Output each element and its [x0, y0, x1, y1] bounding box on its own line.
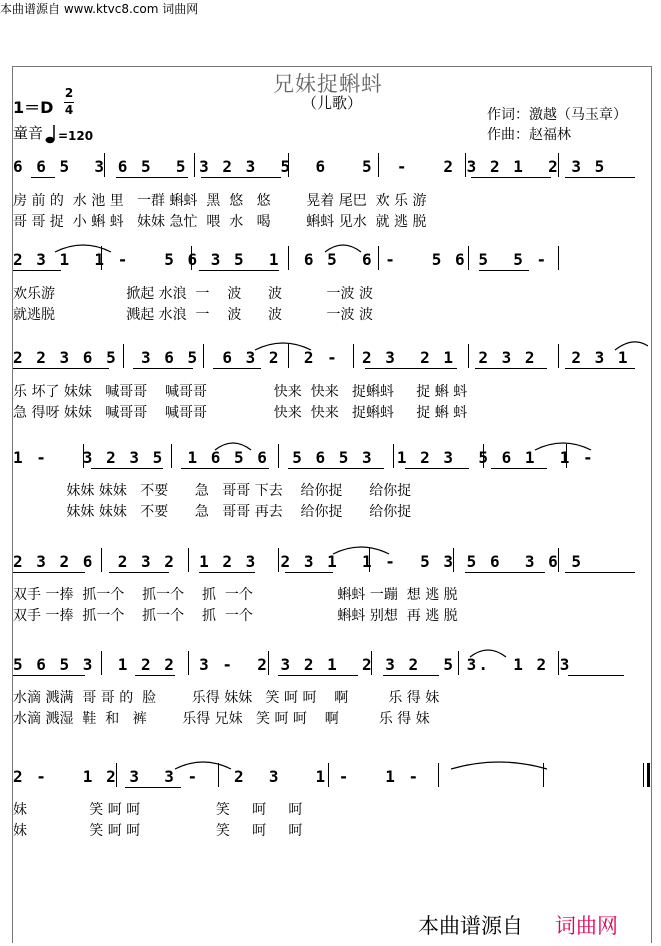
- beam-underline: [471, 177, 551, 178]
- song-title: 兄妹捉蝌蚪: [273, 72, 383, 96]
- notation-line: 2 3 2 6 2 3 2 1 2 3 2 3 1 1 - 5 3 5 6 3 6 5: [13, 552, 584, 571]
- bar-line: [101, 651, 102, 675]
- lyric-line-1: 欢乐游 掀起 水浪 一 波 波 一波 波: [13, 286, 374, 302]
- bar-line: [558, 344, 559, 368]
- music-row-5: [13, 552, 648, 588]
- bar-line: [188, 548, 189, 572]
- beam-underline: [288, 468, 384, 469]
- beam-underline: [133, 368, 193, 369]
- beam-underline: [405, 468, 469, 469]
- footer-source: 本曲谱源自: [418, 914, 523, 938]
- bar-line: [278, 548, 279, 572]
- music-row-2: [13, 250, 648, 286]
- time-signature-denominator: 4: [64, 103, 74, 117]
- beam-underline: [383, 675, 439, 676]
- beam-underline: [13, 572, 85, 573]
- bar-line: [353, 344, 354, 368]
- lyricist-credit: 作词：激越（马玉章）: [487, 107, 627, 123]
- beam-underline: [565, 177, 635, 178]
- bar-line: [453, 548, 454, 572]
- tie-slur: [323, 240, 363, 254]
- bar-line: [558, 246, 559, 270]
- lyric-line-2: 就逃脱 溅起 水浪 一 波 波 一波 波: [13, 307, 374, 323]
- lyric-line-1: 水滴 溅满 哥 哥 的 脸 乐得 妹妹 笑 呵 呵 啊 乐 得 妹: [13, 690, 440, 706]
- music-row-7: [13, 767, 648, 803]
- bar-line: [438, 763, 439, 787]
- bar-line: [268, 651, 269, 675]
- bar-line: [288, 153, 289, 177]
- tie-slur: [613, 338, 648, 352]
- song-subtitle: （儿歌）: [302, 94, 363, 112]
- beam-underline: [201, 177, 281, 178]
- beam-underline: [125, 787, 181, 788]
- lyric-line-1: 妹 笑 呵 呵 笑 呵 呵: [13, 802, 303, 818]
- beam-underline: [465, 572, 545, 573]
- beam-underline: [13, 368, 109, 369]
- beam-underline: [213, 368, 261, 369]
- beam-underline: [109, 572, 169, 573]
- beam-underline: [135, 675, 175, 676]
- beam-underline: [479, 270, 529, 271]
- beam-underline: [278, 675, 358, 676]
- lyric-line-1: 妹妹 妹妹 不要 急 哥哥 下去 给你捉 给你捉: [13, 483, 412, 499]
- notation-line: 5 6 5 3 1 2 2 3 - 2 3 2 1 2 3 2 5 3. 1 2 3: [13, 655, 572, 674]
- lyric-line-2: 哥 哥 捉 小 蝌 蚪 妹妹 急忙 喂 水 喝 蝌蚪 见水 就 逃 脱: [13, 214, 427, 230]
- beam-underline: [491, 468, 547, 469]
- notation-line: 2 - 1 2 3 3 - 2 3 1 - 1 -: [13, 767, 421, 786]
- beam-underline: [181, 468, 269, 469]
- notation-line: 2 3 1 1 - 5 6 3 5 1 6 5 6 - 5 6 5 5 -: [13, 250, 549, 269]
- tie-slur: [173, 757, 233, 771]
- tie-slur: [331, 542, 391, 556]
- bar-line: [123, 344, 124, 368]
- beam-underline: [565, 572, 635, 573]
- bar-line: [371, 651, 372, 675]
- music-row-4: [13, 448, 648, 484]
- bar-line: [288, 246, 289, 270]
- tie-slur: [53, 240, 113, 254]
- beam-underline: [475, 368, 547, 369]
- notation-line: 2 2 3 6 5 3 6 5 6 3 2 2 - 2 3 2 1 2 3 2 2 3 1: [13, 348, 630, 367]
- beam-underline: [568, 675, 624, 676]
- beam-underline: [13, 270, 61, 271]
- tie-slur: [449, 757, 549, 771]
- bar-line: [468, 344, 469, 368]
- bar-line: [203, 344, 204, 368]
- time-signature-numerator: 2: [64, 86, 74, 100]
- bar-line: [558, 548, 559, 572]
- bar-line: [378, 153, 379, 177]
- beam-underline: [285, 572, 333, 573]
- beam-underline: [116, 177, 188, 178]
- bar-line: [393, 444, 394, 468]
- bar-line: [191, 246, 192, 270]
- bar-line: [188, 651, 189, 675]
- bar-line: [104, 153, 105, 177]
- beam-underline: [565, 368, 635, 369]
- lyric-line-2: 双手 一捧 抓一个 抓一个 抓 一个 蝌蚪 别想 再 逃 脱: [13, 608, 458, 624]
- bar-line: [116, 763, 117, 787]
- bar-line: [483, 444, 484, 468]
- composer-credit: 作曲：赵福林: [487, 127, 571, 143]
- tie-slur: [213, 438, 253, 452]
- beam-underline: [91, 468, 163, 469]
- lyric-line-1: 乐 坏了 妹妹 喊哥哥 喊哥哥 快来 快来 捉蝌蚪 捉 蝌 蚪: [13, 384, 468, 400]
- tie-slur: [253, 338, 313, 352]
- bar-line: [194, 153, 195, 177]
- notation-line: 6 6 5 3 6 5 5 3 2 3 5 6 5 - 2 3 2 1 2 3 5: [13, 157, 607, 176]
- lyric-line-1: 双手 一捧 抓一个 抓一个 抓 一个 蝌蚪 一蹦 想 逃 脱: [13, 587, 458, 603]
- bar-line: [378, 246, 379, 270]
- beam-underline: [199, 572, 255, 573]
- quarter-note-icon: [45, 124, 59, 148]
- bar-line: [101, 548, 102, 572]
- final-bar-line: [643, 763, 644, 787]
- bar-line: [468, 246, 469, 270]
- beam-underline: [13, 675, 85, 676]
- bar-line: [328, 763, 329, 787]
- notation-line: 1 - 3 2 3 5 1 6 5 6 5 6 5 3 1 2 3 5 6 1 1 -: [13, 448, 595, 467]
- lyric-line-2: 水滴 溅湿 鞋 和 裤 乐得 兄妹 笑 呵 呵 啊 乐 得 妹: [13, 711, 430, 727]
- lyric-line-2: 妹妹 妹妹 不要 急 哥哥 再去 给你捉 给你捉: [13, 504, 412, 520]
- tie-slur: [468, 645, 508, 659]
- beam-underline: [365, 368, 457, 369]
- lyric-line-2: 急 得呀 妹妹 喊哥哥 喊哥哥 快来 快来 捉蝌蚪 捉 蝌 蚪: [13, 405, 468, 421]
- voice-label: 童音: [13, 124, 44, 142]
- site-header-line: 本曲谱源自 www.ktvc8.com 词曲网: [0, 2, 199, 16]
- bar-line: [171, 444, 172, 468]
- lyric-line-1: 房 前 的 水 池 里 一群 蝌蚪 黑 悠 悠 晃着 尾巴 欢 乐 游: [13, 193, 427, 209]
- tempo-value: =120: [58, 129, 94, 143]
- lyric-line-2: 妹 笑 呵 呵 笑 呵 呵: [13, 823, 303, 839]
- bar-line: [558, 153, 559, 177]
- music-row-3: [13, 348, 648, 384]
- bar-line: [558, 651, 559, 675]
- music-row-1: [13, 157, 648, 193]
- bar-line: [465, 153, 466, 177]
- bar-line: [83, 444, 84, 468]
- beam-underline: [199, 270, 279, 271]
- footer-site: 词曲网: [555, 914, 618, 938]
- final-bar-line-thick: [647, 763, 650, 787]
- music-row-6: [13, 655, 648, 691]
- tie-slur: [533, 438, 593, 452]
- key-signature: 1＝D: [13, 98, 54, 117]
- bar-line: [278, 444, 279, 468]
- bar-line: [458, 651, 459, 675]
- beam-underline: [31, 177, 55, 178]
